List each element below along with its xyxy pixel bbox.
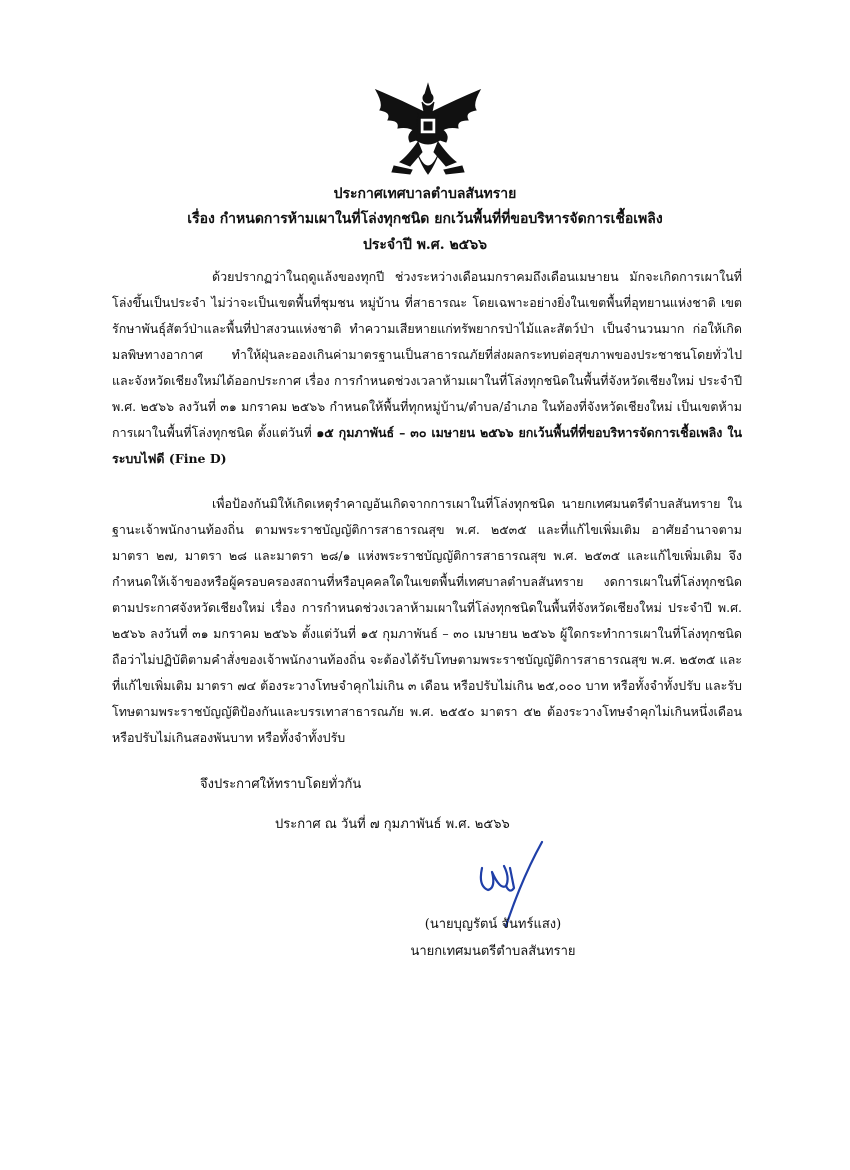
announcement-subject: เรื่อง กำหนดการห้ามเผาในที่โล่งทุกชนิด ยกเว้นพื้นที่ที่ขอบริหารจัดการเชื้อเพลิง bbox=[187, 211, 663, 227]
signatory-name: (นายบุญรัตน์ จันทร์แสง) bbox=[424, 917, 562, 932]
announcement-year: ประจำปี พ.ศ. ๒๕๖๖ bbox=[362, 237, 488, 253]
paragraph-1-bold-dates: ๑๕ กุมภาพันธ์ – ๓๐ เมษายน ๒๕๖๖ ยกเว้นพื้นที่ที่ขอบริหารจัดการเชื้อเพลิง ในระบบไฟดี (Fine D) bbox=[112, 425, 742, 466]
signatory-title: นายกเทศมนตรีตำบลสันทราย bbox=[410, 944, 576, 959]
announcement-title: ประกาศเทศบาลตำบลสันทราย bbox=[333, 186, 517, 202]
garuda-emblem-icon bbox=[370, 82, 486, 182]
paragraph-1 bbox=[112, 264, 742, 472]
closing-statement: จึงประกาศให้ทราบโดยทั่วกัน bbox=[200, 777, 362, 792]
paragraph-1-text: ด้วยปรากฏว่าในฤดูแล้งของทุกปี ช่วงระหว่างเดือนมกราคมถึงเดือนเมษายน มักจะเกิดการเผาในที่โล่งขึ้นเป็นประจำ ไม่ว่าจะเป็นเขตพื้นที่ชุมชน หมู่บ้าน ที่สาธารณะ โดยเฉพาะอย่างยิ่งในเขตพื้นที่อุทยานแห่งชาติ เขตรักษาพันธุ์สัตว์ป่าและพื้นที่ป่าสงวนแห่งชาติ ทำความเสียหายแก่ทรัพยากรป่าไม้และสัตว์ป่า เป็นจำนวนมาก ก่อให้เกิดมลพิษทางอากาศ ทำให้ฝุ่นละอองเกินค่ามาตรฐานเป็นสาธารณภัยที่ส่งผลกระทบต่อสุขภาพของประชาชนโดยทั่วไป และจังหวัดเชียงใหม่ได้ออกประกาศ เรื่อง การกำหนดช่วงเวลาห้ามเผาในที่โล่งทุกชนิดในพื้นที่จังหวัดเชียงใหม่ ประจำปี พ.ศ. ๒๕๖๖ ลงวันที่ ๓๑ มกราคม ๒๕๖๖ กำหนดให้พื้นที่ทุกหมู่บ้าน/ตำบล/อำเภอ ในท้องที่จังหวัดเชียงใหม่ เป็นเขตห้ามการเผาในพื้นที่โล่งทุกชนิด ตั้งแต่วันที่ bbox=[112, 269, 742, 440]
paragraph-2: เพื่อป้องกันมิให้เกิดเหตุรำคาญอันเกิดจากการเผาในที่โล่งทุกชนิด นายกเทศมนตรีตำบลสันทราย ในฐานะเจ้าพนักงานท้องถิ่น ตามพระราชบัญญัติการสาธารณสุข พ.ศ. ๒๕๓๕ และที่แก้ไขเพิ่มเติม อาศัยอำนาจตามมาตรา ๒๗, มาตรา ๒๘ และมาตรา ๒๘/๑ แห่งพระราชบัญญัติการสาธารณสุข พ.ศ. ๒๕๓๕ และแก้ไขเพิ่มเติม จึงกำหนดให้เจ้าของหรือผู้ครอบครองสถานที่หรือบุคคลใดในเขตพื้นที่เทศบาลตำบลสันทราย งดการเผาในที่โล่งทุกชนิด ตามประกาศจังหวัดเชียงใหม่ เรื่อง การกำหนดช่วงเวลาห้ามเผาในที่โล่งทุกชนิดในพื้นที่จังหวัดเชียงใหม่ ประจำปี พ.ศ. ๒๕๖๖ ลงวันที่ ๓๑ มกราคม ๒๕๖๖ ตั้งแต่วันที่ ๑๕ กุมภาพันธ์ – ๓๐ เมษายน ๒๕๖๖ ผู้ใดกระทำการเผาในที่โล่งทุกชนิดถือว่าไม่ปฏิบัติตามคำสั่งของเจ้าพนักงานท้องถิ่น จะต้องได้รับโทษตามพระราชบัญญัติการสาธารณสุข พ.ศ. ๒๕๓๕ และที่แก้ไขเพิ่มเติม มาตรา ๗๔ ต้องระวางโทษจำคุกไม่เกิน ๓ เดือน หรือปรับไม่เกิน ๒๕,๐๐๐ บาท หรือทั้งจำทั้งปรับ และรับโทษตามพระราชบัญญัติป้องกันและบรรเทาสาธารณภัย พ.ศ. ๒๕๕๐ มาตรา ๕๒ ต้องระวางโทษจำคุกไม่เกินหนึ่งเดือนหรือปรับไม่เกินสองพันบาท หรือทั้งจำทั้งปรับ bbox=[112, 496, 742, 745]
announcement-date: ประกาศ ณ วันที่ ๗ กุมภาพันธ์ พ.ศ. ๒๕๖๖ bbox=[275, 817, 510, 832]
